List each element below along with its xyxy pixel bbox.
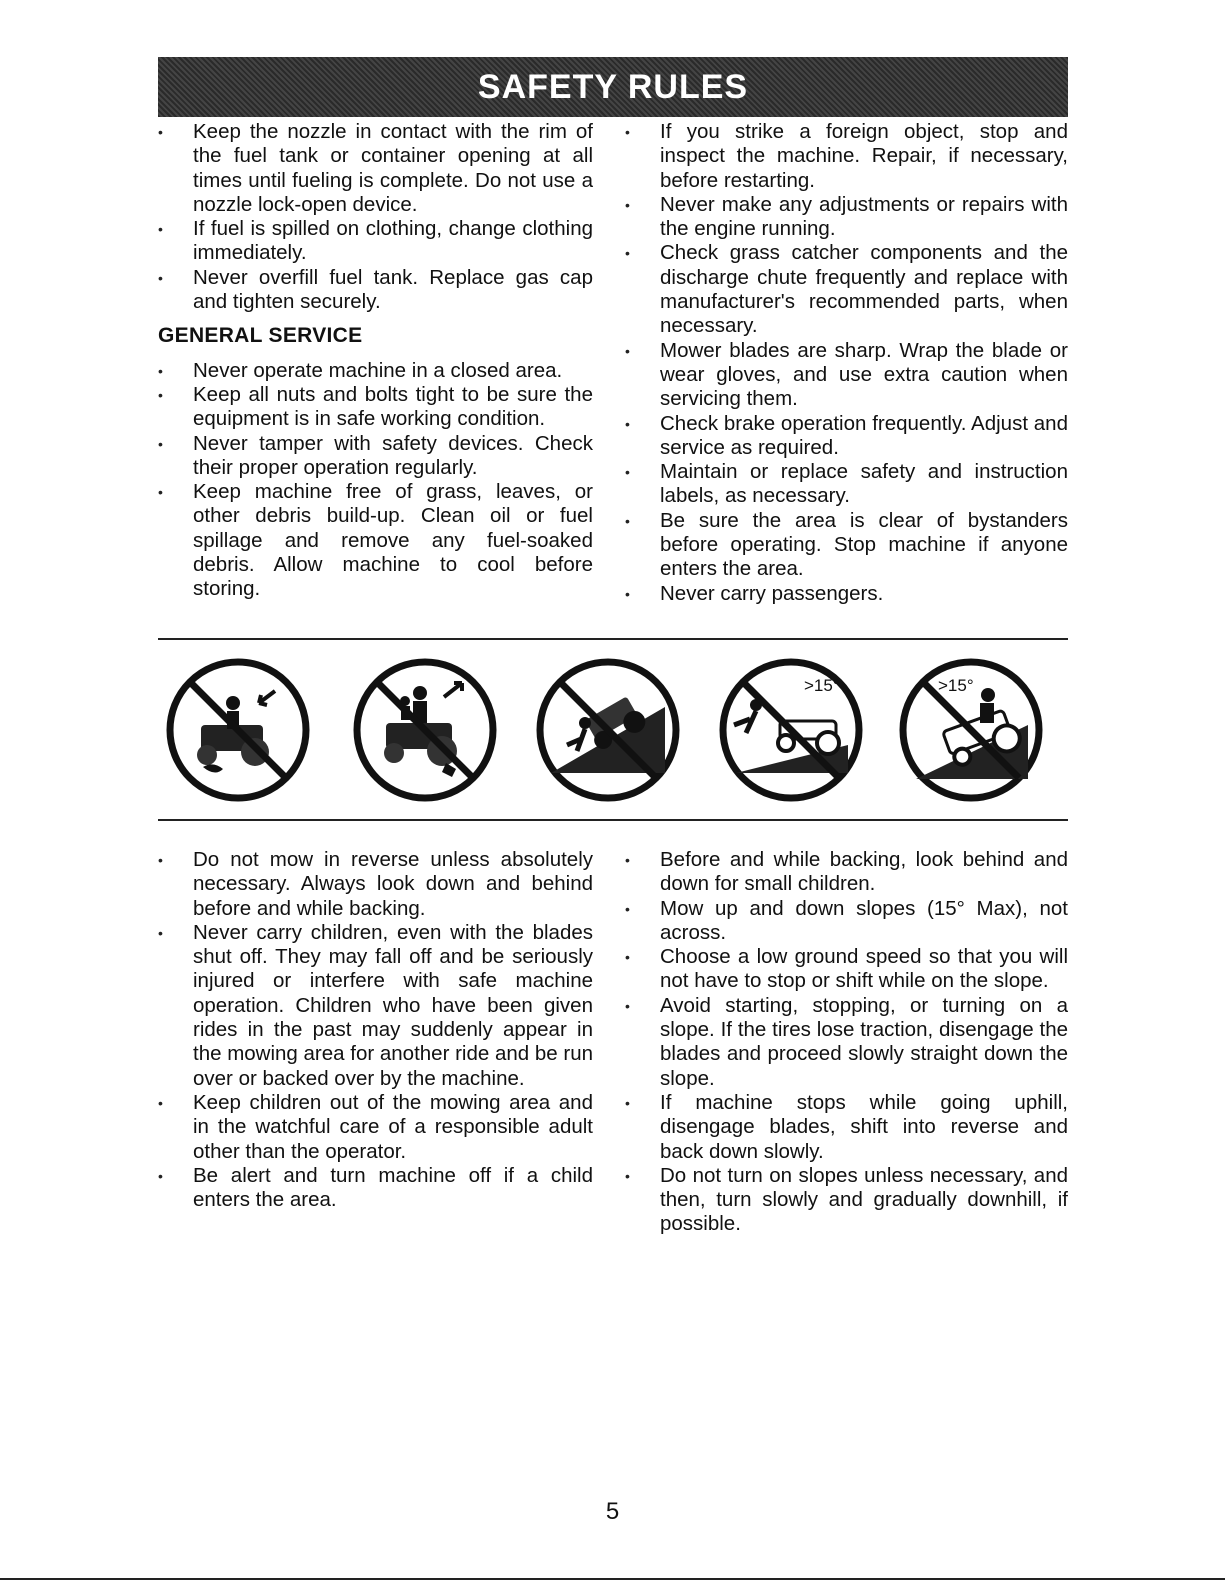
no-mowing-across-slope-icon <box>533 655 683 805</box>
no-slope-over-15-degrees-icon <box>716 655 866 805</box>
safety-pictograms <box>158 645 1068 815</box>
list-item: • Before and while backing, look behind and down for small children. <box>625 848 1068 897</box>
slope-angle-label: >15° <box>938 676 974 695</box>
slope-angle-label: >15° <box>804 676 840 695</box>
fuel-rules-list <box>158 120 593 314</box>
list-item: • Avoid starting, stopping, or turning on a slope. If the tires lose traction, disengage the blades and proceed slowly straight down the slope. <box>625 994 1068 1091</box>
list-item: • Keep children out of the mowing area and in the watchful care of a responsible adult other than the operator. <box>158 1091 593 1164</box>
list-item: • Be sure the area is clear of bystanders before operating. Stop machine if anyone enters the area. <box>625 509 1068 582</box>
left-column-bottom <box>158 848 593 1212</box>
list-item: • Never make any adjustments or repairs with the engine running. <box>625 193 1068 242</box>
general-service-list <box>158 359 593 602</box>
page-edge-line <box>0 1578 1225 1580</box>
list-item: • If machine stops while going uphill, disengage blades, shift into reverse and back down slowly. <box>625 1091 1068 1164</box>
list-item: • Mow up and down slopes (15° Max), not across. <box>625 897 1068 946</box>
list-item: • Never operate machine in a closed area. <box>158 359 593 383</box>
list-item: • Never overfill fuel tank. Replace gas cap and tighten securely. <box>158 266 593 315</box>
list-item: • Choose a low ground speed so that you will not have to stop or shift while on the slope. <box>625 945 1068 994</box>
list-item: • Never carry children, even with the blades shut off. They may fall off and be seriously injured or interfere with safe machine operation. Children who have been given rides in the past may suddenly appear in the mowing area for another ride and be run over or backed over by the machine. <box>158 921 593 1091</box>
service-rules-list <box>625 120 1068 606</box>
list-item: • Never tamper with safety devices. Check their proper operation regularly. <box>158 432 593 481</box>
header-banner <box>158 57 1068 117</box>
no-mowing-reverse-over-child-icon <box>163 655 313 805</box>
list-item: • If you strike a foreign object, stop and inspect the machine. Repair, if necessary, before restarting. <box>625 120 1068 193</box>
list-item: • Check brake operation frequently. Adjust and service as required. <box>625 412 1068 461</box>
list-item: • Keep machine free of grass, leaves, or other debris build-up. Clean oil or fuel spillage and remove any fuel-soaked debris. Allow machine to cool before storing. <box>158 480 593 601</box>
divider-top <box>158 638 1068 640</box>
list-item: • Never carry passengers. <box>625 582 1068 606</box>
list-item: • Check grass catcher components and the discharge chute frequently and replace with manufacturer's recommended parts, when necessary. <box>625 241 1068 338</box>
children-rules-list <box>158 848 593 1212</box>
divider-bottom <box>158 819 1068 821</box>
list-item: • Mower blades are sharp. Wrap the blade or wear gloves, and use extra caution when servicing them. <box>625 339 1068 412</box>
list-item: • Maintain or replace safety and instruction labels, as necessary. <box>625 460 1068 509</box>
left-column-top <box>158 120 593 602</box>
list-item: • Keep the nozzle in contact with the rim of the fuel tank or container opening at all times until fueling is complete. Do not use a nozzle lock-open device. <box>158 120 593 217</box>
list-item: • If fuel is spilled on clothing, change clothing immediately. <box>158 217 593 266</box>
general-service-heading: GENERAL SERVICE <box>158 324 363 348</box>
no-carrying-children-icon <box>350 655 500 805</box>
slope-rules-list <box>625 848 1068 1237</box>
page-number: 5 <box>605 1498 620 1525</box>
list-item: • Be alert and turn machine off if a child enters the area. <box>158 1164 593 1213</box>
right-column-top <box>625 120 1068 606</box>
page-title: SAFETY RULES <box>477 67 749 106</box>
no-climbing-slope-over-15-degrees-icon <box>896 655 1046 805</box>
list-item: • Do not turn on slopes unless necessary, and then, turn slowly and gradually downhill, if possible. <box>625 1164 1068 1237</box>
list-item: • Do not mow in reverse unless absolutely necessary. Always look down and behind before and while backing. <box>158 848 593 921</box>
right-column-bottom <box>625 848 1068 1237</box>
list-item: • Keep all nuts and bolts tight to be sure the equipment is in safe working condition. <box>158 383 593 432</box>
